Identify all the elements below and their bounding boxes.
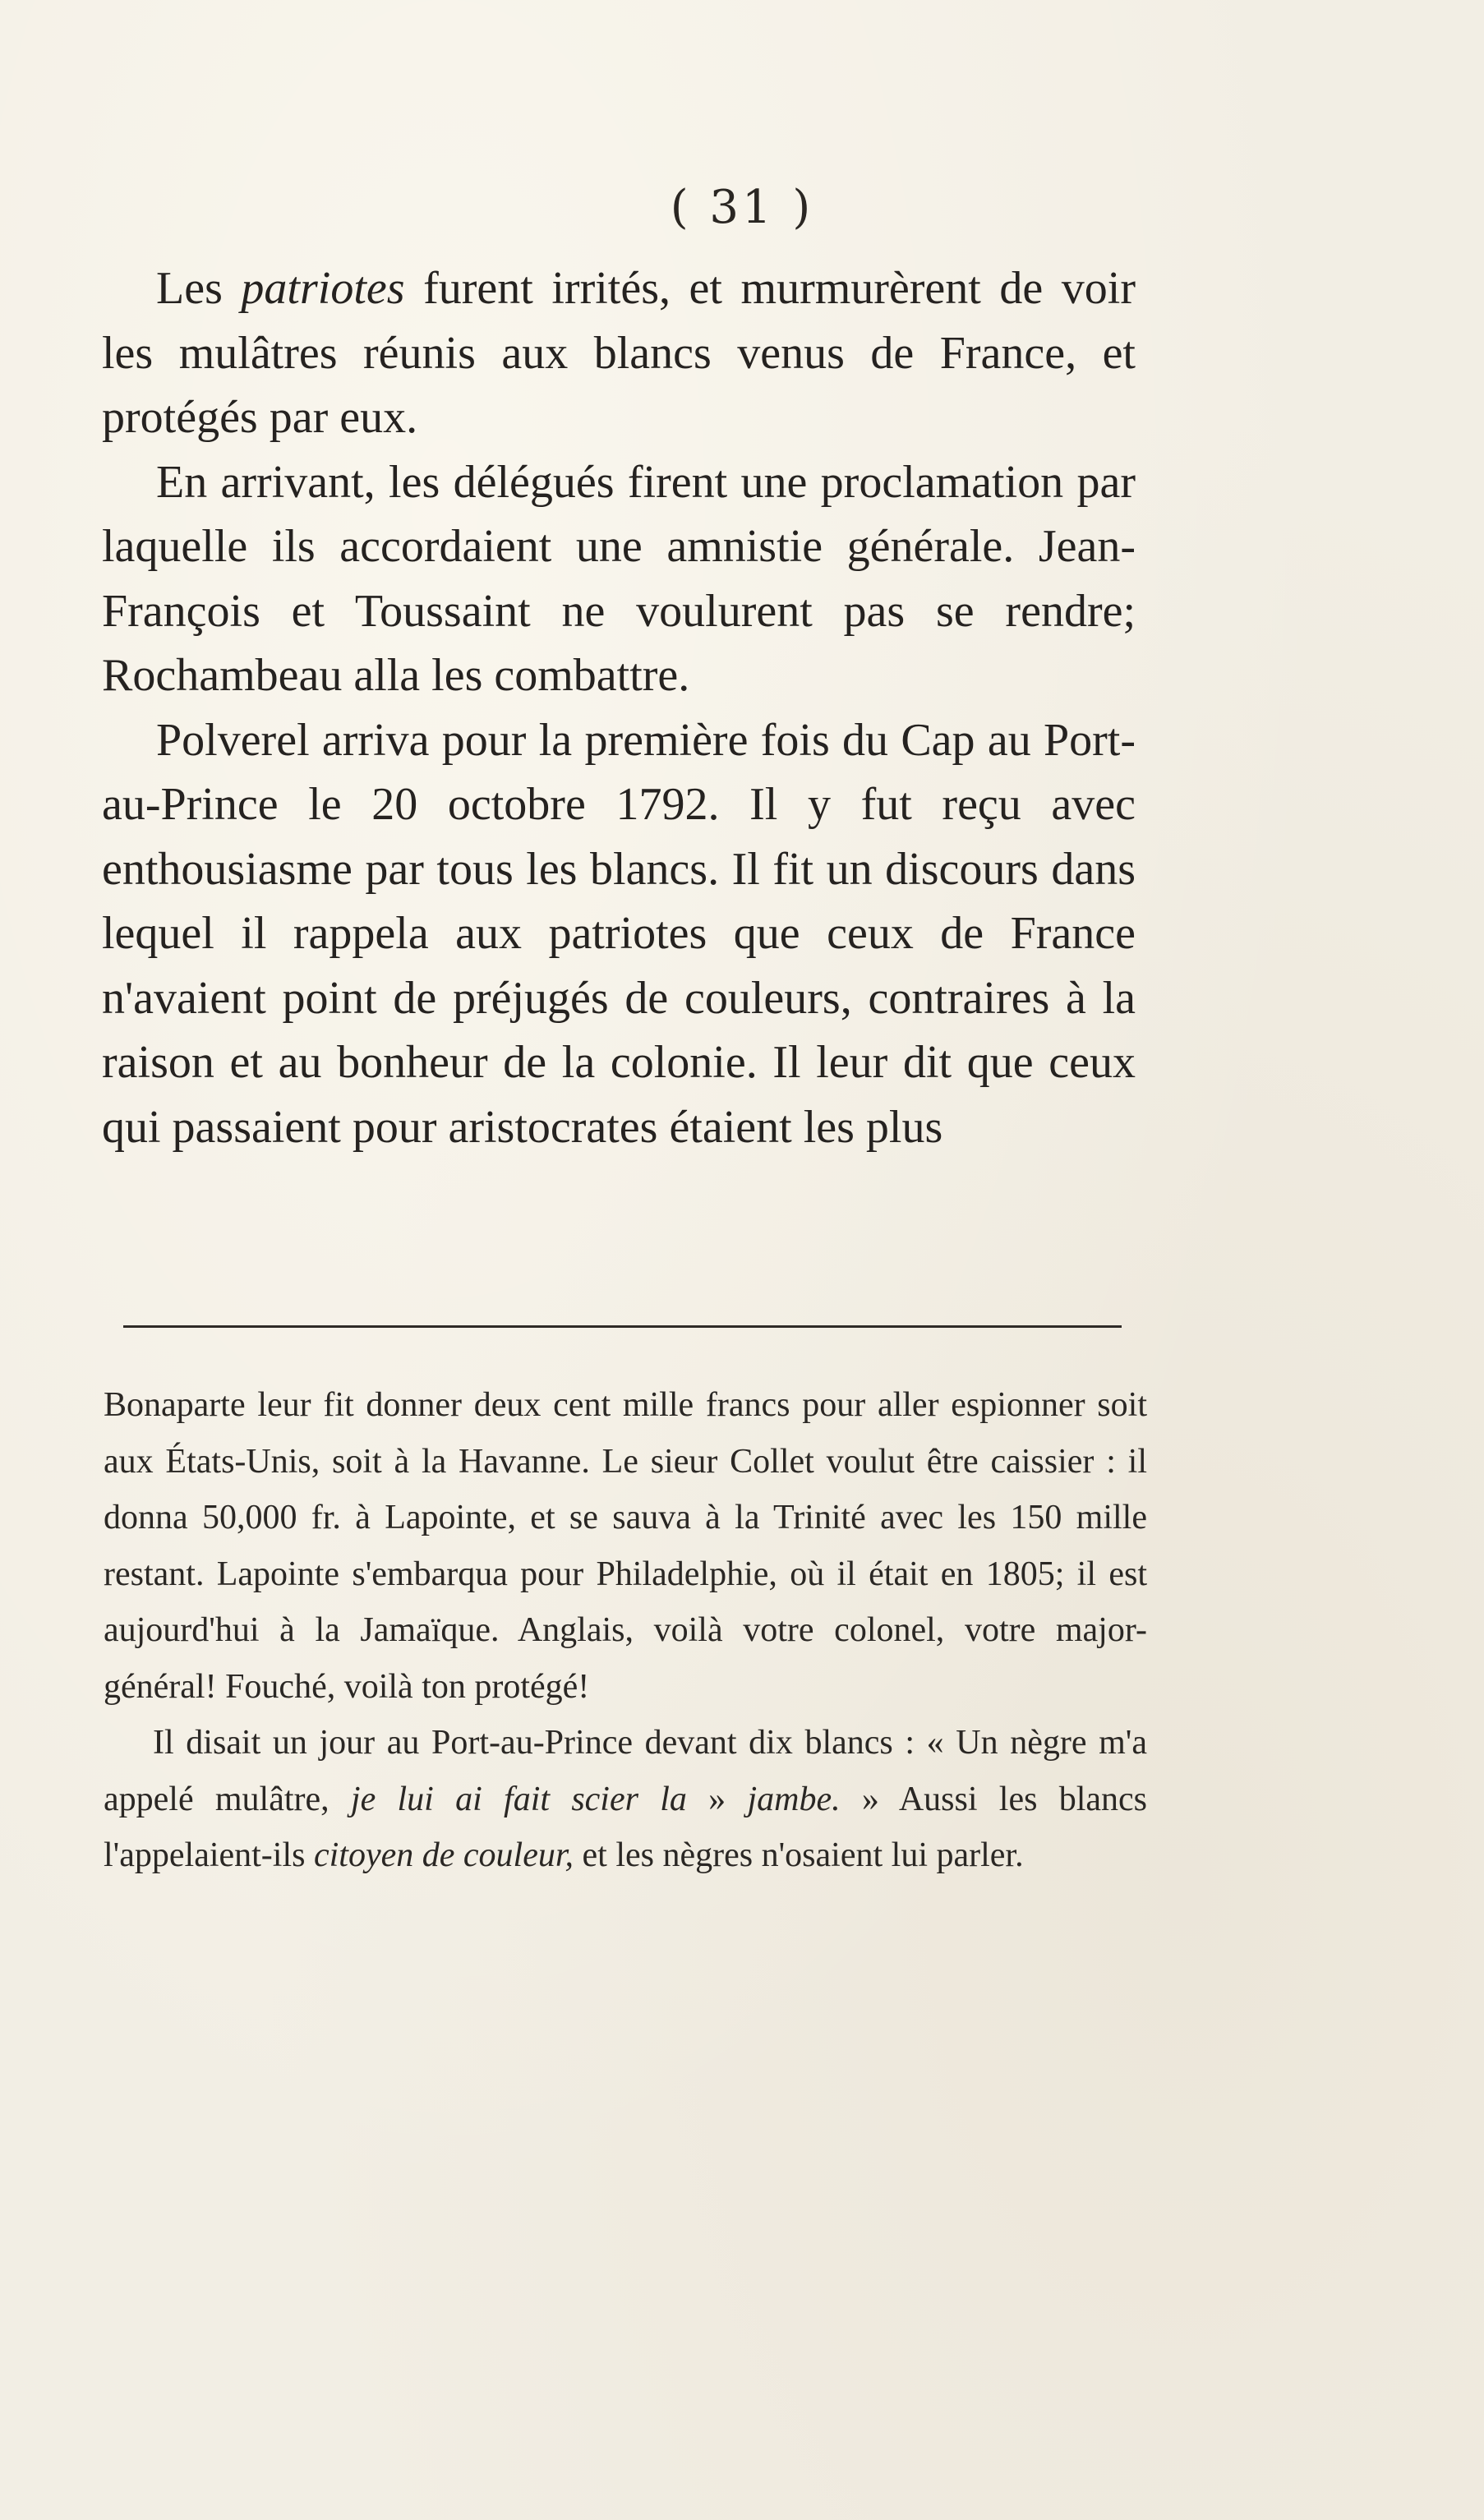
main-text bbox=[102, 256, 1136, 1159]
footnote-2-start: Il disait un jour au Port-au-Prince devant dix blancs : « Un nègre m'a appelé mulâtre, bbox=[104, 1724, 1147, 1818]
footnote-2 bbox=[104, 1715, 1147, 1884]
footnote-2-end: et les nègres n'osaient lui parler. bbox=[574, 1836, 1024, 1874]
page-number: ( 31 ) bbox=[670, 181, 814, 234]
paragraph-2: En arrivant, les délégués firent une proclamation par laquelle ils accordaient une amnistie générale. Jean-François et Toussaint ne voulurent pas se rendre; Rochambeau alla les combattre. bbox=[102, 456, 1136, 701]
footnote-2-emphasis-2: jambe. bbox=[747, 1780, 841, 1818]
paragraph-1-start: Les bbox=[156, 263, 242, 314]
footnote-divider bbox=[123, 1325, 1122, 1328]
footnote-2-emphasis-3: citoyen de couleur, bbox=[313, 1836, 574, 1874]
paragraph-1 bbox=[102, 256, 1136, 450]
footnote-1: Bonaparte leur fit donner deux cent mille francs pour aller espionner soit aux États-Unis, soit à la Havanne. Le sieur Collet voulut être caissier : il donna 50,000 fr. à Lapointe, et se sauva à la Trinité avec les 150 mille restant. Lapointe s'embarqua pour Philadelphie, où il était en 1805; il est aujourd'hui à la Jamaïque. Anglais, voilà votre colonel, votre major-général! Fouché, voilà ton protégé! bbox=[104, 1386, 1147, 1706]
footnote-2-mid-1: » bbox=[686, 1780, 748, 1818]
footnotes bbox=[104, 1377, 1147, 1884]
paragraph-1-rest: furent irrités, et murmurèrent de voir les mulâtres réunis aux blancs venus de France, et protégés par eux. bbox=[102, 263, 1136, 443]
footnote-2-emphasis-1: je lui ai fait scier la bbox=[350, 1780, 687, 1818]
footnote-2-mid-2: » Aussi les blancs l'appelaient-ils bbox=[104, 1780, 1148, 1874]
paragraph-1-emphasis: patriotes bbox=[241, 263, 405, 314]
paragraph-3: Polverel arriva pour la première fois du Cap au Port-au-Prince le 20 octobre 1792. Il y fut reçu avec enthousiasme par tous les blancs. Il fit un discours dans lequel il rappela aux patriotes que ceux de France n'avaient point de préjugés de couleurs, contraires à la raison et au bonheur de la colonie. Il leur dit que ceux qui passaient pour aristocrates étaient les plus bbox=[102, 714, 1136, 1153]
